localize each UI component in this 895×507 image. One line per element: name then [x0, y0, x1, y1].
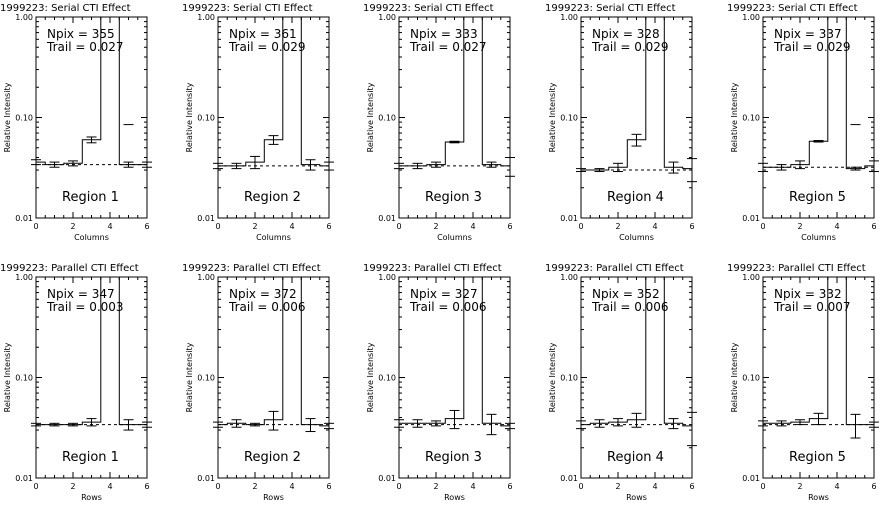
chart-panel-7 [182, 263, 334, 502]
npix-label: Npix = 328 [592, 27, 660, 41]
x-axis-label: Columns [437, 233, 472, 242]
panel-title: 1999223: Serial CTI Effect [545, 3, 676, 14]
y-axis-label: Relative Intensity [3, 342, 12, 413]
y-tick-label: 0.01 [378, 214, 396, 223]
npix-label: Npix = 332 [774, 287, 842, 301]
y-tick-label: 0.10 [560, 373, 578, 383]
x-axis-label: Rows [626, 493, 647, 502]
y-axis-label: Relative Intensity [730, 82, 739, 153]
x-tick-label: 2 [797, 482, 803, 491]
x-tick-label: 4 [107, 222, 113, 231]
trail-label: Trail = 0.029 [774, 40, 851, 54]
error-bar [632, 413, 642, 427]
y-tick-label: 1.00 [378, 13, 396, 22]
y-axis-label: Relative Intensity [548, 342, 557, 413]
y-tick-label: 0.10 [560, 113, 578, 123]
y-tick-label: 0.10 [742, 113, 760, 123]
y-tick-label: 1.00 [742, 273, 760, 282]
y-tick-label: 0.10 [378, 373, 396, 383]
y-tick-label: 0.01 [742, 214, 760, 223]
x-tick-label: 6 [144, 222, 150, 231]
y-tick-label: 0.10 [378, 113, 396, 123]
panel-title: 1999223: Parallel CTI Effect [363, 263, 502, 274]
chart-panel-4 [545, 3, 697, 242]
trail-label: Trail = 0.029 [592, 40, 669, 54]
x-tick-label: 4 [652, 222, 658, 231]
x-tick-label: 2 [252, 482, 258, 491]
npix-label: Npix = 333 [410, 27, 478, 41]
x-tick-label: 0 [215, 482, 221, 491]
y-tick-label: 0.01 [742, 474, 760, 483]
error-bar [505, 157, 515, 176]
y-axis-label: Relative Intensity [185, 82, 194, 153]
y-tick-label: 1.00 [560, 13, 578, 22]
panel-title: 1999223: Parallel CTI Effect [0, 263, 139, 274]
error-bar [687, 412, 697, 445]
y-tick-label: 0.10 [197, 373, 215, 383]
x-tick-label: 0 [33, 222, 39, 231]
x-axis-label: Columns [256, 233, 291, 242]
x-tick-label: 4 [652, 482, 658, 491]
chart-panel-3 [363, 3, 515, 242]
y-tick-label: 0.10 [742, 373, 760, 383]
chart-panel-10 [727, 263, 879, 502]
x-tick-label: 6 [326, 482, 332, 491]
x-tick-label: 0 [33, 482, 39, 491]
x-tick-label: 2 [433, 222, 439, 231]
npix-label: Npix = 347 [47, 287, 115, 301]
y-tick-label: 0.10 [15, 373, 33, 383]
x-axis-label: Columns [619, 233, 654, 242]
error-bar [450, 410, 460, 428]
x-tick-label: 0 [396, 482, 402, 491]
y-tick-label: 0.01 [560, 214, 578, 223]
y-tick-label: 1.00 [197, 273, 215, 282]
x-tick-label: 6 [507, 482, 513, 491]
npix-label: Npix = 337 [774, 27, 842, 41]
region-label: Region 3 [425, 450, 482, 465]
x-tick-label: 6 [326, 222, 332, 231]
npix-label: Npix = 327 [410, 287, 478, 301]
x-tick-label: 4 [470, 482, 476, 491]
x-axis-label: Columns [74, 233, 109, 242]
region-label: Region 5 [789, 450, 846, 465]
y-tick-label: 1.00 [560, 273, 578, 282]
trail-label: Trail = 0.027 [47, 40, 124, 54]
y-tick-label: 0.10 [197, 113, 215, 123]
y-tick-label: 1.00 [378, 273, 396, 282]
trail-label: Trail = 0.029 [229, 40, 306, 54]
y-axis-label: Relative Intensity [730, 342, 739, 413]
x-axis-label: Rows [263, 493, 284, 502]
panel-title: 1999223: Serial CTI Effect [182, 3, 313, 14]
x-tick-label: 2 [70, 222, 76, 231]
chart-panel-9 [545, 263, 697, 502]
trail-label: Trail = 0.006 [410, 300, 487, 314]
chart-panel-8 [363, 263, 515, 502]
panel-title: 1999223: Parallel CTI Effect [182, 263, 321, 274]
x-tick-label: 4 [289, 222, 295, 231]
x-tick-label: 4 [834, 482, 840, 491]
y-axis-label: Relative Intensity [548, 82, 557, 153]
y-tick-label: 0.01 [197, 214, 215, 223]
y-tick-label: 1.00 [197, 13, 215, 22]
region-label: Region 4 [607, 450, 664, 465]
x-tick-label: 4 [107, 482, 113, 491]
y-axis-label: Relative Intensity [366, 82, 375, 153]
x-tick-label: 2 [797, 222, 803, 231]
trail-label: Trail = 0.006 [229, 300, 306, 314]
x-tick-label: 0 [760, 482, 766, 491]
x-tick-label: 0 [215, 222, 221, 231]
x-tick-label: 6 [689, 222, 695, 231]
error-bar [851, 414, 861, 438]
trail-label: Trail = 0.006 [592, 300, 669, 314]
x-tick-label: 6 [689, 482, 695, 491]
panel-title: 1999223: Parallel CTI Effect [727, 263, 866, 274]
chart-panel-6 [0, 263, 152, 502]
x-tick-label: 0 [396, 222, 402, 231]
x-tick-label: 2 [252, 222, 258, 231]
x-tick-label: 4 [470, 222, 476, 231]
y-tick-label: 0.01 [560, 474, 578, 483]
region-label: Region 2 [244, 190, 301, 205]
panel-title: 1999223: Parallel CTI Effect [545, 263, 684, 274]
region-label: Region 2 [244, 450, 301, 465]
x-tick-label: 6 [871, 482, 877, 491]
x-axis-label: Columns [801, 233, 836, 242]
x-tick-label: 2 [615, 222, 621, 231]
trail-label: Trail = 0.003 [47, 300, 124, 314]
x-axis-label: Rows [444, 493, 465, 502]
chart-panel-5 [727, 3, 879, 242]
region-label: Region 4 [607, 190, 664, 205]
panel-title: 1999223: Serial CTI Effect [363, 3, 494, 14]
npix-label: Npix = 355 [47, 27, 115, 41]
npix-label: Npix = 352 [592, 287, 660, 301]
x-axis-label: Rows [808, 493, 829, 502]
trail-label: Trail = 0.027 [410, 40, 487, 54]
error-bar [687, 159, 697, 182]
x-tick-label: 2 [615, 482, 621, 491]
y-tick-label: 1.00 [15, 273, 33, 282]
npix-label: Npix = 372 [229, 287, 297, 301]
x-tick-label: 0 [578, 222, 584, 231]
y-tick-label: 1.00 [15, 13, 33, 22]
chart-panel-2 [182, 3, 334, 242]
y-tick-label: 0.01 [15, 474, 33, 483]
x-tick-label: 0 [760, 222, 766, 231]
x-tick-label: 6 [507, 222, 513, 231]
npix-label: Npix = 361 [229, 27, 297, 41]
region-label: Region 1 [62, 190, 119, 205]
x-tick-label: 6 [871, 222, 877, 231]
panel-title: 1999223: Serial CTI Effect [727, 3, 858, 14]
x-tick-label: 2 [70, 482, 76, 491]
y-tick-label: 0.01 [197, 474, 215, 483]
y-tick-label: 0.01 [15, 214, 33, 223]
panel-title: 1999223: Serial CTI Effect [0, 3, 131, 14]
region-label: Region 3 [425, 190, 482, 205]
y-axis-label: Relative Intensity [366, 342, 375, 413]
y-tick-label: 0.10 [15, 113, 33, 123]
x-tick-label: 4 [289, 482, 295, 491]
x-tick-label: 6 [144, 482, 150, 491]
error-bar [269, 411, 279, 430]
y-axis-label: Relative Intensity [185, 342, 194, 413]
x-tick-label: 0 [578, 482, 584, 491]
trail-label: Trail = 0.007 [774, 300, 851, 314]
x-tick-label: 4 [834, 222, 840, 231]
y-axis-label: Relative Intensity [3, 82, 12, 153]
region-label: Region 5 [789, 190, 846, 205]
x-axis-label: Rows [81, 493, 102, 502]
chart-panel-1 [0, 3, 152, 242]
y-tick-label: 0.01 [378, 474, 396, 483]
y-tick-label: 1.00 [742, 13, 760, 22]
region-label: Region 1 [62, 450, 119, 465]
x-tick-label: 2 [433, 482, 439, 491]
